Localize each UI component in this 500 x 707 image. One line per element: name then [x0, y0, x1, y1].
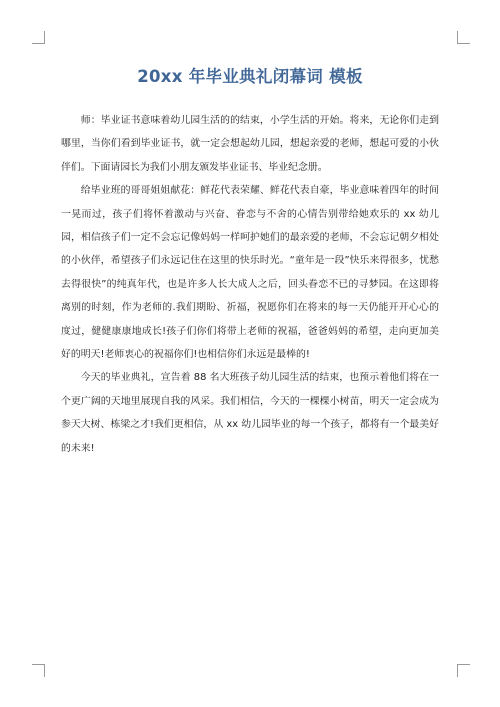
- document-title: 20xx 年毕业典礼闭幕词 模板: [137, 67, 363, 86]
- crop-mark-top-right: [457, 31, 470, 44]
- paragraph-2: 给毕业班的哥哥姐姐献花：鲜花代表荣耀、鲜花代表自豪，毕业意味着四年的时间一晃而过，孩子们将怀着激动与兴奋、眷恋与不舍的心情告别带给她欢乐的 xx 幼儿园，相信孩子们一定不会忘记像妈妈一样呵护她们的最亲爱的老师，不会忘记朝夕相处的小伙伴，希望孩子们永远记住在这里的快乐时光。“童年是一段”快乐来得很多，忧愁去得很快”的纯真年代，也是许多人长大成人之后，回头眷恋不已的寻梦园。在这即将离别的时刻，作为老师的.我们期盼、祈福，祝愿你们在将来的每一天仍能开开心心的度过，健健康康地成长!孩子们你们将带上老师的祝福，爸爸妈妈的希望，走向更加美好的明天!老师衷心的祝福你们!也相信你们永远是最棒的!: [61, 185, 439, 361]
- document-body: [61, 109, 439, 460]
- crop-mark-top-left: [32, 31, 45, 44]
- paragraph-3: 今天的毕业典礼，宣告着 88 名大班孩子幼儿园生活的结束，也预示着他们将在一个更广阔的天地里展现自我的风采。我们相信，今天的一棵棵小树苗，明天一定会成为参天大树、栋梁之才!我们更相信，从 xx 幼儿园毕业的每一个孩子，都将有一个最美好的未来!: [61, 372, 439, 454]
- crop-mark-bottom-right: [457, 664, 470, 677]
- paragraph-1: 师：毕业证书意味着幼儿园生活的的结束，小学生活的开始。将来，无论你们走到哪里，当你们看到毕业证书，就一定会想起幼儿园，想起亲爱的老师，想起可爱的小伙伴们。下面请园长为我们小朋友颁发毕业证书、毕业纪念册。: [61, 115, 439, 173]
- crop-mark-bottom-left: [32, 664, 45, 677]
